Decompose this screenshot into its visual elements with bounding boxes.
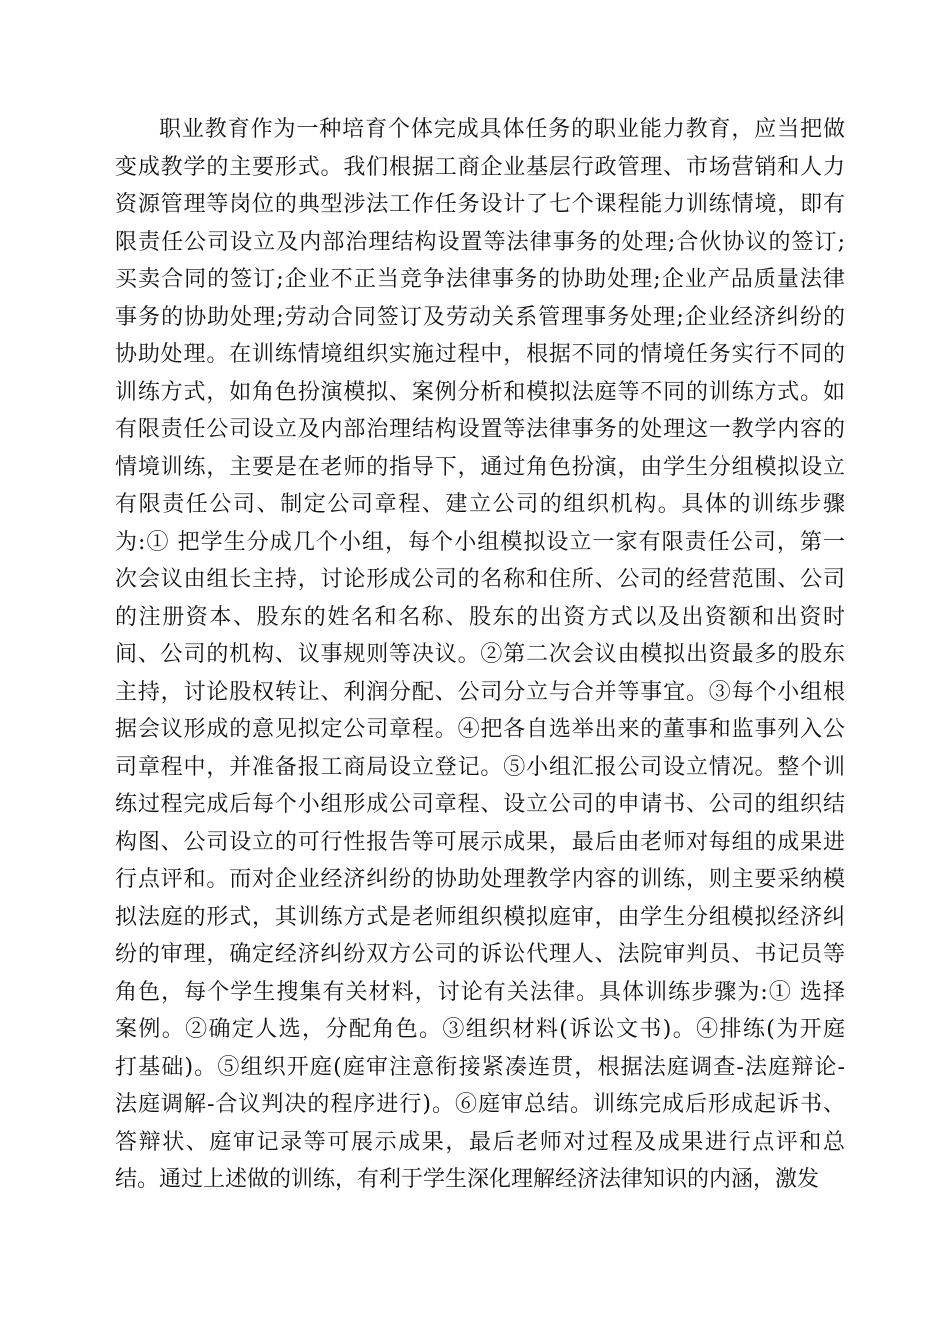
text-line-7: 协助处理。在训练情境组织实施过程中，根据不同的情境任务实行不同的 [115, 342, 845, 367]
text-line-20: 构图、公司设立的可行性报告等可展示成果，最后由老师对每组的成果进 [115, 829, 845, 855]
text-line-10: 情境训练，主要是在老师的指导下，通过角色扮演，由学生分组模拟设立 [115, 454, 845, 480]
text-line-19: 练过程完成后每个小组形成公司章程、设立公司的申请书、公司的组织结 [115, 792, 845, 817]
text-line-13: 次会议由组长主持，讨论形成公司的名称和住所、公司的经营范围、公司 [115, 567, 845, 592]
text-line-16: 主持，讨论股权转让、利润分配、公司分立与合并等事宜。③每个小组根 [115, 679, 845, 705]
text-line-3: 资源管理等岗位的典型涉法工作任务设计了七个课程能力训练情境，即有 [115, 192, 845, 217]
text-line-12: 为:① 把学生分成几个小组，每个小组模拟设立一家有限责任公司，第一 [115, 529, 845, 555]
text-line-22: 拟法庭的形式，其训练方式是老师组织模拟庭审，由学生分组模拟经济纠 [115, 904, 845, 930]
text-line-29: 结。通过上述做的训练，有利于学生深化理解经济法律知识的内涵，激发 [115, 1167, 820, 1192]
text-line-4: 限责任公司设立及内部治理结构设置等法律事务的处理;合伙协议的签订; [115, 229, 845, 255]
text-line-1: 职业教育作为一种培育个体完成具体任务的职业能力教育，应当把做 [159, 117, 845, 142]
text-line-2: 变成教学的主要形式。我们根据工商企业基层行政管理、市场营销和人力 [115, 154, 845, 180]
text-line-9: 有限责任公司设立及内部治理结构设置等法律事务的处理这一教学内容的 [115, 417, 845, 442]
text-line-27: 法庭调解-合议判决的程序进行)。⑥庭审总结。训练完成后形成起诉书、 [115, 1092, 845, 1117]
text-line-25: 案例。②确定人选，分配角色。③组织材料(诉讼文书)。④排练(为开庭 [115, 1017, 845, 1042]
text-line-14: 的注册资本、股东的姓名和名称、股东的出资方式以及出资额和出资时 [115, 604, 845, 630]
body-paragraph [115, 111, 845, 1199]
text-line-23: 纷的审理，确定经济纠纷双方公司的诉讼代理人、法院审判员、书记员等 [115, 942, 845, 967]
text-line-8: 训练方式，如角色扮演模拟、案例分析和模拟法庭等不同的训练方式。如 [115, 379, 845, 405]
text-line-18: 司章程中，并准备报工商局设立登记。⑤小组汇报公司设立情况。整个训 [115, 754, 845, 780]
text-line-5: 买卖合同的签订;企业不正当竞争法律事务的协助处理;企业产品质量法律 [115, 267, 845, 292]
text-line-15: 间、公司的机构、议事规则等决议。②第二次会议由模拟出资最多的股东 [115, 642, 845, 667]
text-line-26: 打基础)。⑤组织开庭(庭审注意衔接紧凑连贯，根据法庭调查-法庭辩论- [115, 1054, 845, 1080]
text-line-11: 有限责任公司、制定公司章程、建立公司的组织机构。具体的训练步骤 [115, 492, 845, 517]
text-line-17: 据会议形成的意见拟定公司章程。④把各自选举出来的董事和监事列入公 [115, 717, 845, 742]
text-line-24: 角色，每个学生搜集有关材料，讨论有关法律。具体训练步骤为:① 选择 [115, 979, 845, 1005]
text-line-28: 答辩状、庭审记录等可展示成果，最后老师对过程及成果进行点评和总 [115, 1129, 845, 1155]
text-line-6: 事务的协助处理;劳动合同签订及劳动关系管理事务处理;企业经济纠纷的 [115, 304, 845, 330]
text-line-21: 行点评和。而对企业经济纠纷的协助处理教学内容的训练，则主要采纳模 [115, 867, 845, 892]
